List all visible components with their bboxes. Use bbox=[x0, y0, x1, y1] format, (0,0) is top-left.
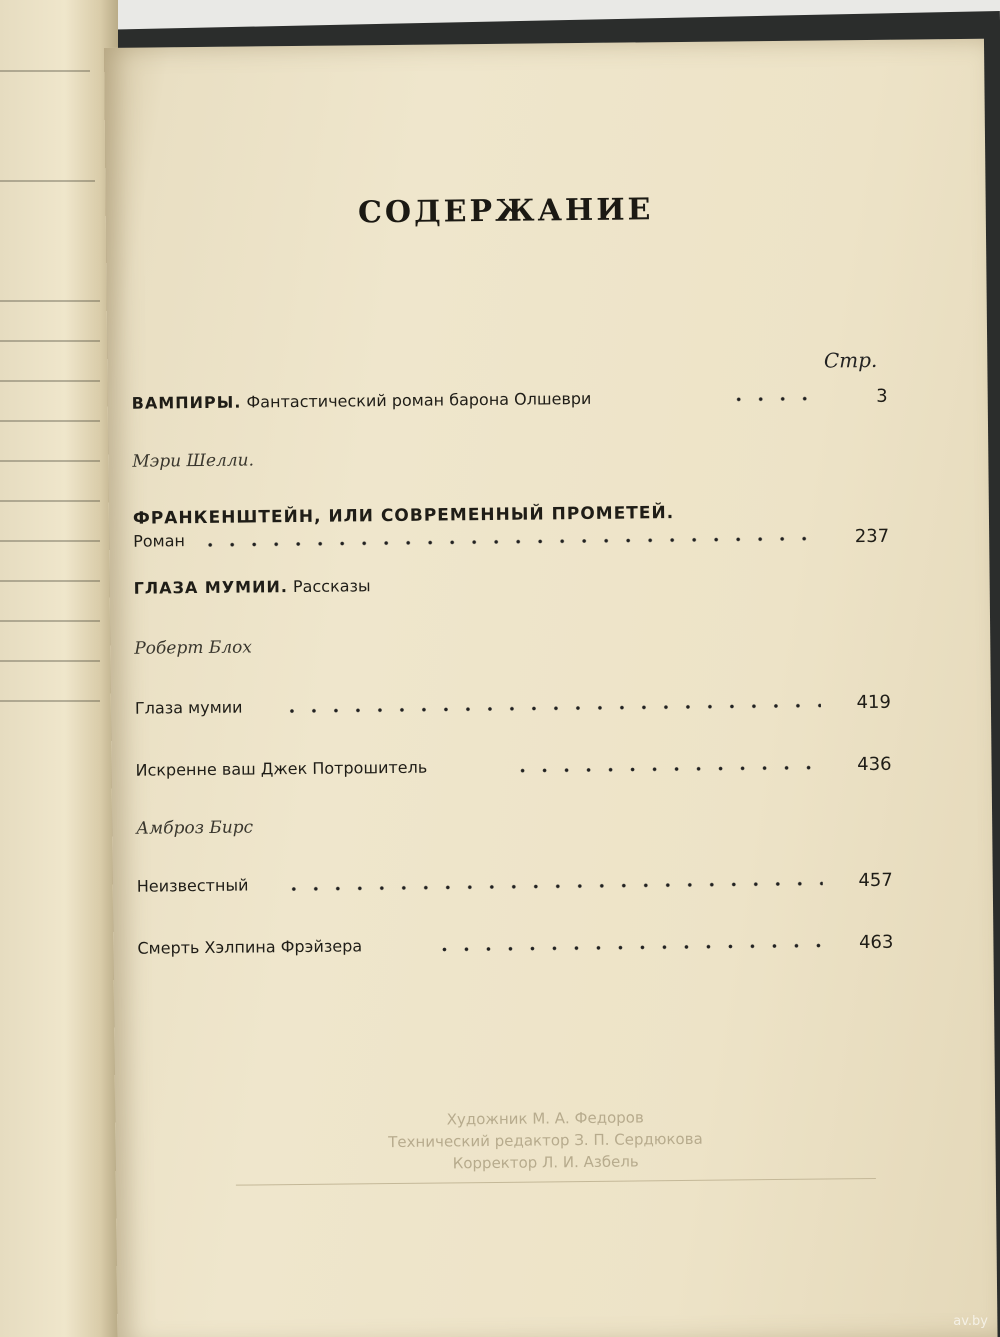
entry-title: ГЛАЗА МУМИИ. bbox=[133, 577, 288, 598]
entry-label: Искренне ваш Джек Потрошитель bbox=[135, 757, 428, 780]
table-of-contents bbox=[104, 39, 998, 1337]
author-name bbox=[136, 810, 888, 840]
entry-title: ФРАНКЕНШТЕЙН, ИЛИ СОВРЕМЕННЫЙ ПРОМЕТЕЙ. bbox=[132, 503, 675, 529]
left-page-text-line bbox=[0, 700, 100, 702]
entry-subtitle: Фантастический роман барона Олшеври bbox=[241, 388, 592, 412]
left-page-text-line bbox=[0, 460, 100, 462]
left-page-text-line bbox=[0, 70, 90, 72]
site-watermark: av.by bbox=[953, 1314, 988, 1329]
imprint-divider bbox=[236, 1178, 876, 1186]
left-page bbox=[0, 0, 118, 1337]
left-page-text-line bbox=[0, 380, 100, 382]
page-title: СОДЕРЖАНИЕ bbox=[357, 192, 654, 231]
left-page-text-line bbox=[0, 620, 100, 622]
entry-subtitle: Рассказы bbox=[287, 576, 371, 597]
author-name-text: Амброз Бирс bbox=[136, 817, 254, 839]
page-number: 237 bbox=[854, 525, 890, 548]
entry-label: Смерть Хэлпина Фрэйзера bbox=[137, 936, 363, 958]
left-page-text-line bbox=[0, 420, 100, 422]
left-page-text-line bbox=[0, 660, 100, 662]
author-name bbox=[132, 443, 884, 473]
left-page-text-line bbox=[0, 500, 100, 502]
left-page-text-line bbox=[0, 180, 95, 182]
left-page-text-line bbox=[0, 340, 100, 342]
author-name-text: Мэри Шелли. bbox=[132, 450, 255, 472]
imprint-line: Художник М. А. Федоров bbox=[446, 1108, 644, 1129]
page-number: 463 bbox=[858, 931, 894, 954]
page-number: 457 bbox=[858, 869, 893, 892]
imprint-line: Технический редактор З. П. Сердюкова bbox=[388, 1129, 703, 1152]
author-name-text: Роберт Блох bbox=[134, 637, 253, 659]
page-number: 436 bbox=[857, 753, 892, 776]
left-page-text-line bbox=[0, 300, 100, 302]
toc-entry bbox=[134, 570, 886, 600]
entry-subtitle: Роман bbox=[133, 531, 186, 551]
entry-label: Глаза мумии bbox=[134, 697, 243, 718]
author-name bbox=[134, 630, 886, 660]
left-page-text-line bbox=[0, 580, 100, 582]
page-column-label: Стр. bbox=[823, 347, 878, 373]
entry-label: Неизвестный bbox=[136, 875, 249, 896]
page-number: 419 bbox=[856, 691, 892, 714]
imprint-line: Корректор Л. И. Азбель bbox=[452, 1152, 639, 1173]
contents-page bbox=[104, 39, 998, 1337]
left-page-text-line bbox=[0, 540, 100, 542]
entry-title: ВАМПИРЫ. bbox=[131, 392, 242, 413]
page-number: 3 bbox=[876, 385, 888, 407]
